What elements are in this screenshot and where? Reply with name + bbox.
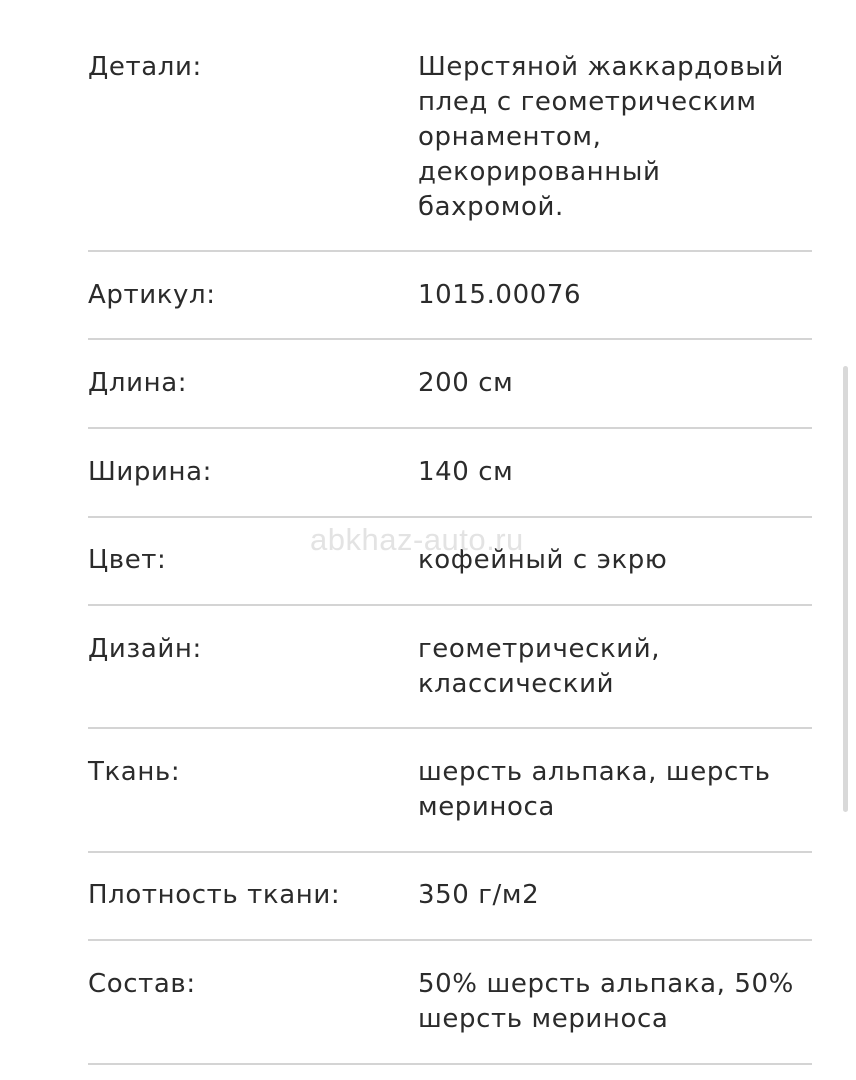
spec-value: 1015.00076 bbox=[418, 280, 582, 310]
spec-value: Шерстяной жаккардовый плед с геометрическим орнаментом, декорированный бахромой. bbox=[418, 52, 784, 222]
spec-row-design bbox=[88, 606, 812, 729]
spec-value: 350 г/м2 bbox=[418, 880, 540, 910]
spec-value: кофейный с экрю bbox=[418, 545, 668, 575]
spec-row-length bbox=[88, 340, 812, 429]
spec-row-width bbox=[88, 429, 812, 518]
spec-label: Длина: bbox=[88, 368, 188, 398]
spec-value: 200 см bbox=[418, 368, 514, 398]
scrollbar[interactable] bbox=[843, 366, 848, 812]
spec-row-color bbox=[88, 518, 812, 606]
spec-label: Плотность ткани: bbox=[88, 880, 341, 910]
spec-row-composition bbox=[88, 941, 812, 1065]
spec-row-article bbox=[88, 252, 812, 340]
spec-row-fabric bbox=[88, 729, 812, 853]
spec-row-density bbox=[88, 853, 812, 941]
spec-value: 50% шерсть альпака, 50% шерсть мериноса bbox=[418, 969, 794, 1034]
spec-label: Артикул: bbox=[88, 280, 216, 310]
spec-value: геометрический, классический bbox=[418, 634, 661, 699]
spec-row-details bbox=[88, 30, 812, 252]
spec-label: Ширина: bbox=[88, 457, 212, 487]
spec-label: Состав: bbox=[88, 969, 196, 999]
spec-value: 140 см bbox=[418, 457, 514, 487]
spec-label: Цвет: bbox=[88, 545, 167, 575]
spec-label: Детали: bbox=[88, 52, 202, 82]
spec-label: Дизайн: bbox=[88, 634, 202, 664]
watermark: abkhaz-auto.ru bbox=[310, 522, 524, 557]
product-specs-table bbox=[88, 30, 812, 1065]
spec-value: шерсть альпака, шерсть мериноса bbox=[418, 757, 771, 822]
spec-label: Ткань: bbox=[88, 757, 181, 787]
